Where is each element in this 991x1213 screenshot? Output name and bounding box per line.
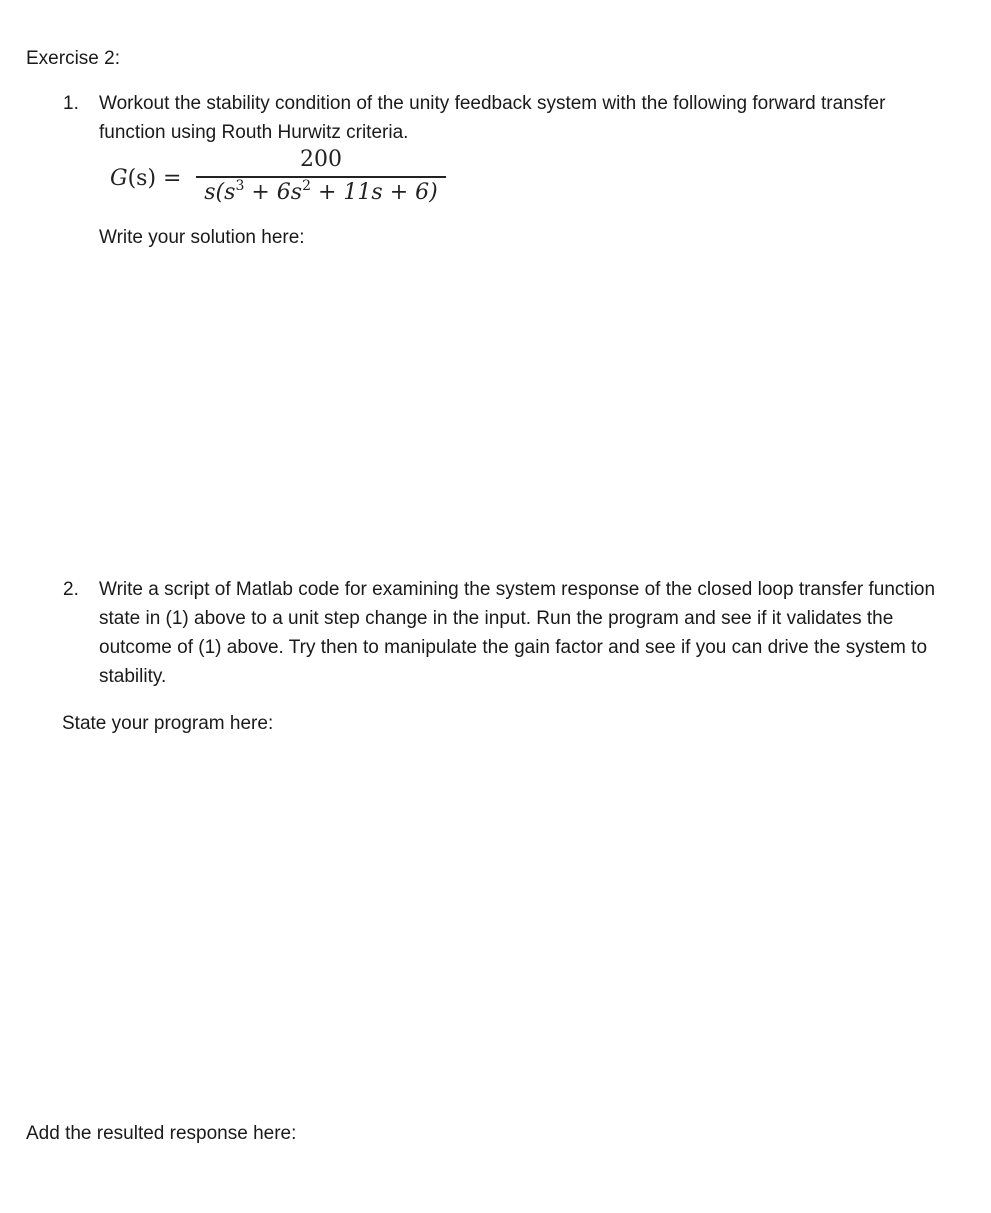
response-prompt: Add the resulted response here: bbox=[26, 1123, 297, 1144]
question-1-number: 1. bbox=[63, 93, 79, 114]
question-1-text: Workout the stability condition of the unity feedback system with the following forward transfer function using Routh Hurwitz criteria. bbox=[99, 93, 886, 143]
equation-denominator bbox=[196, 178, 446, 208]
question-2-number: 2. bbox=[63, 579, 79, 600]
denominator-exponent-3: 3 bbox=[235, 177, 245, 194]
program-prompt: State your program here: bbox=[62, 713, 274, 734]
denominator-part-3: + 11s + 6) bbox=[311, 179, 438, 205]
exercise-heading: Exercise 2: bbox=[26, 48, 120, 69]
solution-prompt: Write your solution here: bbox=[99, 227, 305, 248]
transfer-function-equation bbox=[110, 146, 470, 216]
equation-lhs-argument: (s) = bbox=[127, 166, 182, 191]
equation-fraction bbox=[196, 146, 446, 208]
equation-lhs-variable: G bbox=[110, 166, 128, 191]
denominator-part-1: s(s bbox=[204, 179, 236, 205]
question-2-text: Write a script of Matlab code for examining the system response of the closed loop transfer function state in (1) above to a unit step change in the input. Run the program and see if it validates the outcome of (1) above. Try then to manipulate the gain factor and see if you can drive the system to stability. bbox=[99, 579, 936, 687]
denominator-part-2: + 6s bbox=[244, 179, 303, 205]
equation-numerator: 200 bbox=[300, 147, 342, 172]
denominator-exponent-2: 2 bbox=[302, 177, 311, 194]
equation-lhs bbox=[110, 166, 181, 192]
